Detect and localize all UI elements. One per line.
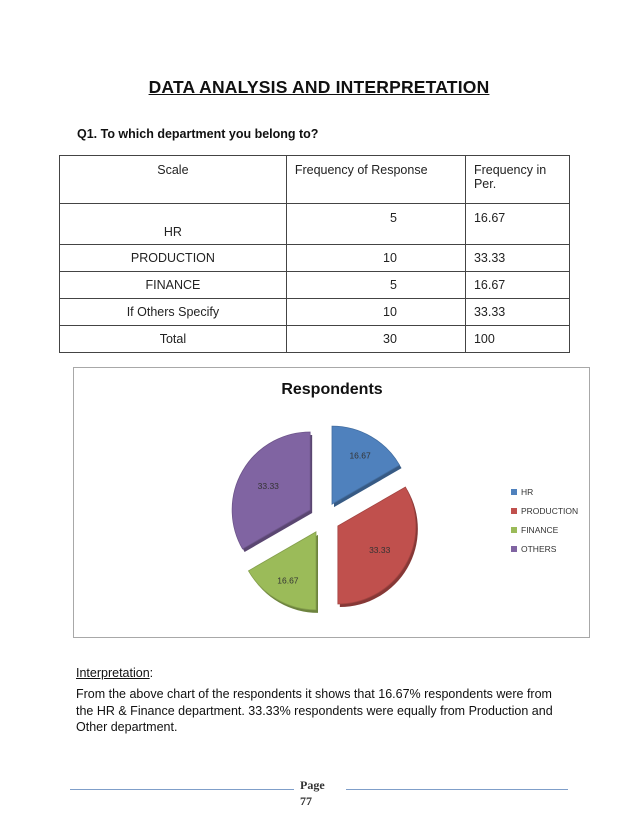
interpretation-label: Interpretation: <box>76 666 154 680</box>
table-header-row <box>60 156 570 204</box>
legend-swatch <box>511 489 517 495</box>
interpretation-text: From the above chart of the respondents it shows that 16.67% respondents were from the HR & Finance department. 33.33% respondents were equally from Production and Other department. <box>76 687 553 734</box>
legend-label: OTHERS <box>521 544 557 554</box>
cell-scale: If Others Specify <box>60 299 287 326</box>
page-label: Page <box>300 778 325 792</box>
header-frequency-percent: Frequency in Per. <box>465 156 569 204</box>
cell-frequency: 30 <box>286 326 465 353</box>
cell-frequency: 5 <box>286 272 465 299</box>
chart-title: Respondents <box>281 381 383 398</box>
footer-rule-right <box>346 789 568 790</box>
legend-label: FINANCE <box>521 525 559 535</box>
cell-frequency: 10 <box>286 299 465 326</box>
cell-scale: PRODUCTION <box>60 245 287 272</box>
pie-slice-hr <box>332 426 400 504</box>
legend-label: HR <box>521 487 534 497</box>
table-row <box>60 299 570 326</box>
legend-swatch <box>511 527 517 533</box>
cell-scale: FINANCE <box>60 272 287 299</box>
footer-rule-left <box>70 789 294 790</box>
legend-label: PRODUCTION <box>521 506 579 516</box>
table-total-row <box>60 326 570 353</box>
legend-swatch <box>511 508 517 514</box>
cell-percent: 16.67 <box>465 204 569 245</box>
interpretation-label-text: Interpretation <box>76 666 150 680</box>
question-text: Q1. To which department you belong to? <box>77 127 319 141</box>
cell-percent: 100 <box>465 326 569 353</box>
table-row <box>60 204 570 245</box>
pie-chart <box>74 368 589 637</box>
department-table <box>59 155 570 353</box>
cell-scale: Total <box>60 326 287 353</box>
pie-chart-panel <box>73 367 590 638</box>
pie-data-label: 16.67 <box>277 575 299 586</box>
cell-scale: HR <box>60 204 287 245</box>
header-frequency-response: Frequency of Response <box>286 156 465 204</box>
cell-frequency: 10 <box>286 245 465 272</box>
pie-data-label: 33.33 <box>369 545 391 556</box>
chart-legend <box>511 487 578 554</box>
cell-percent: 33.33 <box>465 299 569 326</box>
table-row <box>60 245 570 272</box>
pie-data-label: 33.33 <box>257 480 279 491</box>
pie-slices <box>232 426 418 613</box>
page-heading: DATA ANALYSIS AND INTERPRETATION <box>148 77 490 97</box>
page-number: 77 <box>300 794 312 808</box>
table-row <box>60 272 570 299</box>
page-number-block <box>300 777 325 809</box>
header-scale: Scale <box>60 156 287 204</box>
cell-percent: 16.67 <box>465 272 569 299</box>
legend-swatch <box>511 546 517 552</box>
cell-frequency: 5 <box>286 204 465 245</box>
pie-data-label: 16.67 <box>349 450 371 461</box>
cell-percent: 33.33 <box>465 245 569 272</box>
